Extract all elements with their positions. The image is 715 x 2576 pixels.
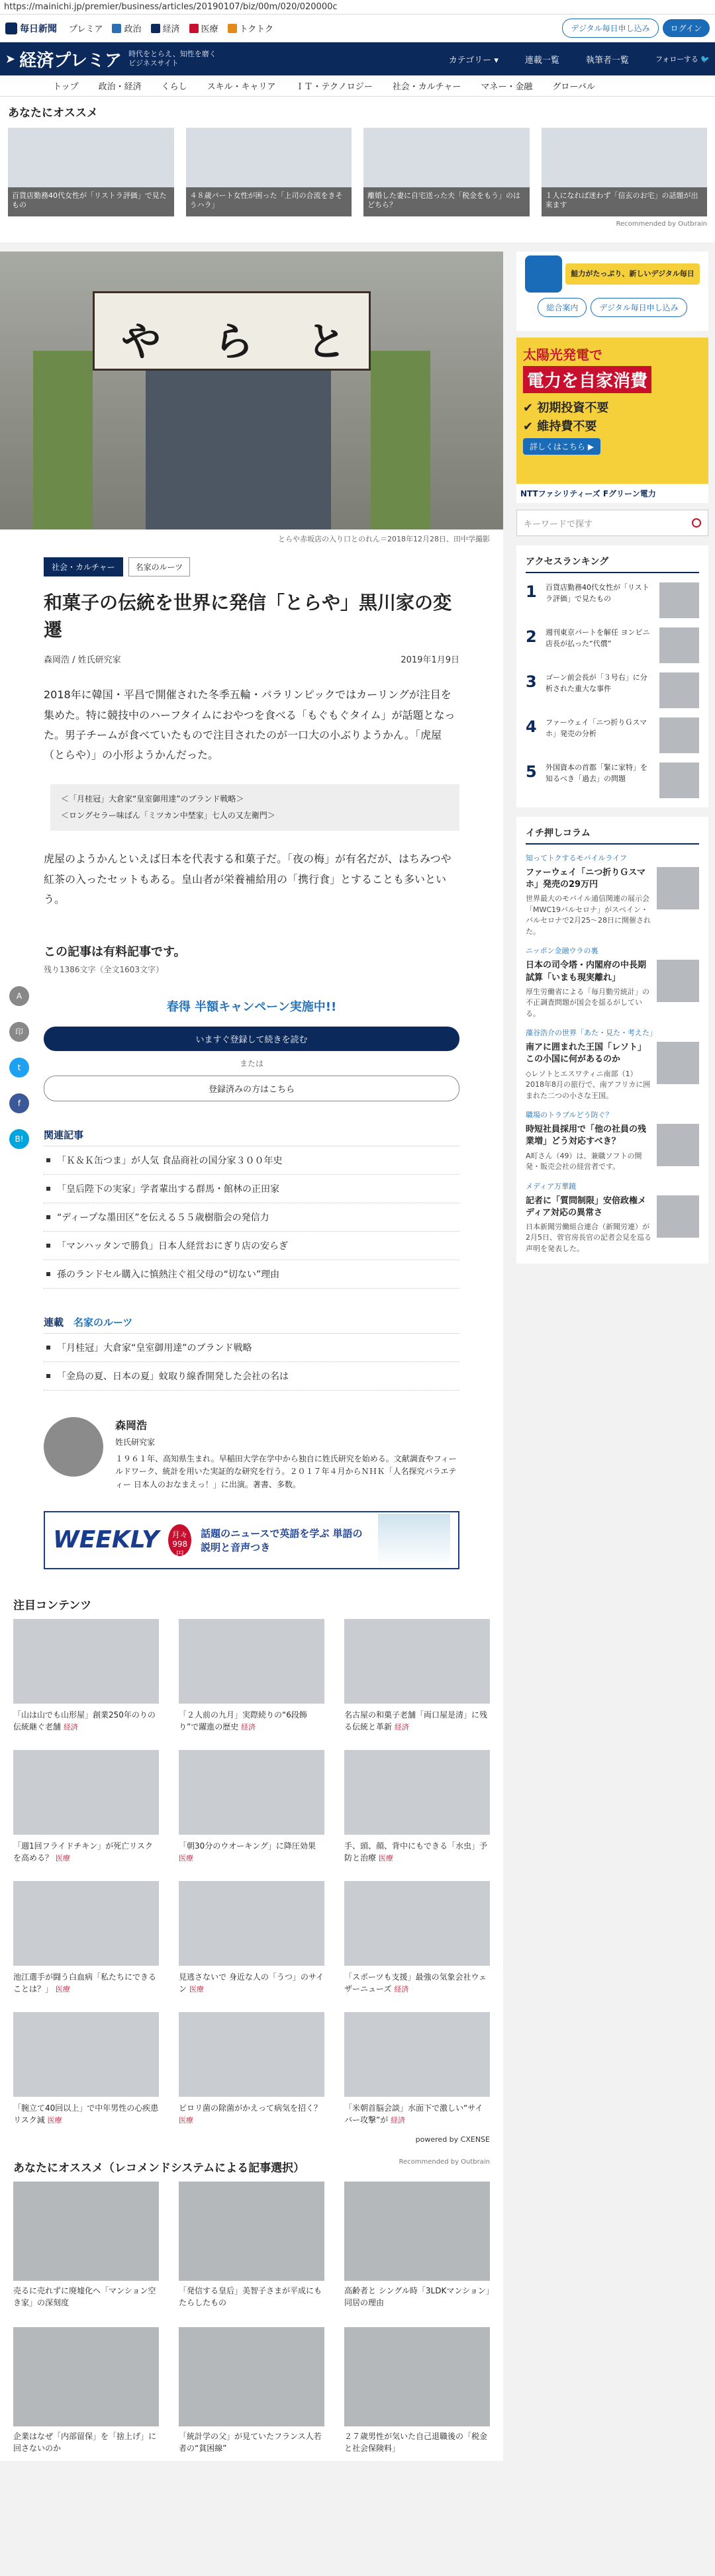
subnav-society-culture[interactable]: 社会・カルチャー — [392, 82, 461, 92]
solar-point: ✔ 初期投資不要 — [523, 401, 609, 415]
pick-headline: 日本の司令塔・内閣府の中長期試算「いまも現実離れ」 — [526, 960, 647, 983]
recommend-text: 「統計学の父」が見ていたフランス人若者の“貧困線” — [179, 2431, 322, 2453]
recommend-thumbnail — [13, 2182, 159, 2281]
related-title: 関連記事 — [44, 1128, 459, 1146]
subnav-politics-economy[interactable]: 政治・経済 — [98, 82, 142, 92]
recommend-card[interactable] — [179, 2182, 324, 2315]
recommend-card[interactable]: ４８歳パート女性が困った「上司の合流をきそうハラ」 — [186, 128, 352, 216]
attention-thumbnail — [344, 1619, 490, 1704]
price-badge: 月々998円 — [168, 1524, 191, 1556]
service-premier[interactable]: プレミア — [69, 24, 103, 34]
recommend-thumbnail — [13, 2327, 159, 2426]
font-size-icon[interactable]: A — [9, 986, 29, 1006]
subnav-life[interactable]: くらし — [161, 82, 187, 92]
mainichi-logo[interactable]: 毎日新聞 — [5, 22, 57, 35]
author-name[interactable]: 森岡浩 — [115, 1419, 148, 1432]
service-tokutoku[interactable]: トクトク — [228, 22, 273, 34]
subnav-top[interactable]: トップ — [53, 82, 79, 92]
noren-curtain: や ら と — [93, 291, 371, 371]
login-button[interactable]: ログイン — [663, 19, 710, 37]
sub-nav — [0, 75, 715, 97]
attention-thumbnail — [344, 2012, 490, 2097]
attention-card[interactable] — [13, 1619, 159, 1738]
subnav-it[interactable]: ＩＴ・テクノロジー — [295, 82, 373, 92]
recommend-thumbnail — [179, 2182, 324, 2281]
attention-badge: 医療 — [55, 1853, 70, 1863]
attention-badge: 医療 — [378, 1853, 393, 1863]
remaining-count: 残り1386文字（全文1603文字） — [44, 965, 164, 975]
search-icon[interactable] — [692, 518, 701, 528]
pick-item[interactable] — [526, 1027, 699, 1101]
main-column — [0, 252, 503, 2461]
attention-card[interactable] — [179, 1881, 324, 2000]
hatena-share-icon[interactable]: B! — [9, 1129, 29, 1149]
brand-logo[interactable]: ➤ 経済プレミア — [5, 50, 122, 71]
service-politics[interactable]: 政治 — [112, 22, 141, 34]
nav-series[interactable]: 連載一覧 — [524, 55, 559, 66]
ranking-thumbnail — [659, 672, 699, 708]
attention-card[interactable] — [179, 2012, 324, 2131]
outbrain-credit[interactable]: Recommended by Outbrain — [399, 2158, 490, 2166]
attention-badge: 医療 — [179, 2115, 193, 2125]
tokutoku-icon — [228, 24, 237, 33]
pick-category[interactable]: 職場のトラブルどう防ぐ？ — [526, 1111, 613, 1120]
recommend-text: 高齢者と シングル時「3LDKマンション」同居の理由 — [344, 2285, 490, 2307]
attention-badge: 医療 — [179, 1853, 193, 1863]
attention-thumbnail — [179, 1750, 324, 1835]
pick-thumbnail — [657, 1195, 699, 1238]
recommend-card[interactable]: 離婚した妻に自宅送った夫「税金をもう」のはどちら？ — [363, 128, 530, 216]
guide-button[interactable]: 総合案内 — [538, 298, 587, 317]
digital-mainichi-ad[interactable] — [516, 252, 708, 331]
article-paragraph: 虎屋のようかんといえば日本を代表する和菓子だ。「夜の梅」が有名だが、はちみつや紅茶の入ったセットもある。皇山者が栄養補給用の「携行食」とすることも多いという。 — [44, 852, 452, 905]
series-badge[interactable]: 名家のルーツ — [128, 557, 191, 576]
attention-card[interactable] — [13, 1881, 159, 2000]
attention-thumbnail — [179, 2012, 324, 2097]
subnav-skill-career[interactable]: スキル・キャリア — [207, 82, 276, 92]
attention-badge: 医療 — [55, 1984, 70, 1994]
attention-card[interactable] — [179, 1619, 324, 1738]
weekly-ad-banner[interactable] — [44, 1511, 459, 1569]
recommend-top-title: あなたにオススメ — [8, 107, 98, 120]
twitter-share-icon[interactable]: t — [9, 1058, 29, 1078]
arrow-icon: ➤ — [5, 52, 16, 66]
article-paragraph: 2018年に韓国・平昌で開催された冬季五輪・パラリンピックではカーリングが注目を集めた。特に競技中のハーフタイムにおやつを食べる「もぐもぐタイム」が話題となった。男子チームが食べていたもので注目されたのが一口大の小ぶりようかん。「虎屋（とらや）」の小形ようかんだった。 — [44, 688, 455, 762]
ad-headline: 鮭力がたっぷり、新しいデジタル毎日 — [565, 263, 699, 284]
ranking-number: 1 — [526, 582, 537, 601]
author-bio: １９６１年、高知県生まれ。早稲田大学在学中から独自に姓氏研究を始める。文献調査やフィールドワーク、統計を用いた実証的な研究を行う。２０１７年４月からＮＨＫ「人名探究バラエティー 日本人のおなまえっ！」に出演。著書、多数。 — [115, 1454, 457, 1489]
banner-copy: 話題のニュースで英語を学ぶ 単語の説明と音声つき — [201, 1527, 363, 1553]
nav-category[interactable]: カテゴリー ▾ — [448, 55, 499, 66]
recommend-thumbnail — [186, 128, 352, 187]
article-title: 和菓子の伝統を世界に発信「とらや」黒川家の変遷 — [44, 592, 452, 641]
pick-headline: 記者に「質問制限」安倍政権メディア対応の異常さ — [526, 1195, 647, 1218]
address-bar[interactable]: https://mainichi.jp/premier/business/articles/20190107/biz/00m/020/020000c — [0, 0, 715, 15]
ranking-title: アクセスランキング — [526, 555, 699, 573]
economy-icon — [151, 24, 160, 33]
attention-card[interactable] — [344, 2012, 490, 2131]
twitter-icon: 🐦 — [700, 55, 710, 64]
pick-desc: 世界最大のモバイル通信関連の展示会「MWC19バルセロナ」がスペイン・バルセロナで2月25〜28日に開催された。 — [526, 894, 651, 936]
pick-category[interactable]: 藻谷浩介の世界「あた・見た・考えた」 — [526, 1029, 657, 1038]
campaign-text: 春得 半額キャンペーン実施中!! — [166, 1000, 337, 1015]
attention-badge: 経済 — [394, 1722, 409, 1731]
pick-columns — [516, 817, 708, 1264]
pick-headline: 南アに囲まれた王国「レソト」この小国に何があるのか — [526, 1042, 647, 1065]
recommend-bottom-title: あなたにオススメ（レコメンドシステムによる記事選択） — [13, 2161, 305, 2175]
series-list — [44, 1334, 459, 1391]
solar-big-copy: 電力を自家消費 — [523, 366, 651, 393]
ranking-text: 外国資本の首都「緊に家特」を知るべき「過去」の問題 — [546, 763, 647, 783]
attention-badge: 経済 — [391, 2115, 406, 2125]
pick-desc: 厚生労働省による「毎月勤労統計」の不正調査問題が国会を揺るがしている。 — [526, 987, 649, 1018]
attention-text: 「週1回フライドチキン」が死亡リスクを高める？ — [13, 1841, 153, 1863]
author-role: 姓氏研究家 — [115, 1438, 156, 1448]
attention-card[interactable] — [344, 1750, 490, 1869]
list-item[interactable]: 「皇后陛下の実家」学者輩出する群馬・館林の正田家 — [44, 1175, 459, 1203]
list-item[interactable]: 孫のランドセル購入に慎熱注ぐ祖父母の“切ない”理由 — [44, 1260, 459, 1289]
attention-badge: 経済 — [241, 1722, 256, 1731]
recommend-bottom — [13, 2158, 490, 2461]
attention-badge: 経済 — [63, 1722, 78, 1731]
ranking-text: ゴーン前会長が「３号右」に分析された重大な事件 — [546, 673, 647, 693]
recommend-text: ２７歳男性が気いた自己退職後の「税金と社会保険料」 — [344, 2431, 488, 2453]
attention-thumbnail — [13, 1750, 159, 1835]
cxense-credit[interactable]: powered by CXENSE — [415, 2135, 490, 2144]
pick-item[interactable] — [526, 1181, 699, 1255]
recommend-top — [0, 97, 715, 242]
recommend-card[interactable] — [13, 2327, 159, 2461]
attention-thumbnail — [179, 1881, 324, 1966]
attention-text: 「２人前の九月」実際続りの“6段飾り”で躍進の歴史 — [179, 1710, 307, 1731]
pick-title: イチ押しコラム — [526, 826, 699, 845]
attention-thumbnail — [13, 2012, 159, 2097]
pick-thumbnail — [657, 960, 699, 1002]
attention-card[interactable] — [179, 1750, 324, 1869]
bamboo-decoration — [33, 351, 93, 529]
ranking-number: 3 — [526, 672, 537, 691]
inline-related-link[interactable]: ＜ロングセラー味ぱん「ミツカン中埜家」七人の又左衛門＞ — [61, 810, 275, 820]
ranking-text: 週刊東京パートを解任 ヨンビニ店長が払った“代償” — [546, 628, 650, 648]
subscribe-button[interactable]: デジタル毎日申し込み — [591, 298, 687, 317]
pick-thumbnail — [657, 867, 699, 909]
avatar[interactable] — [44, 1417, 103, 1477]
ranking-item[interactable] — [526, 672, 699, 708]
pick-headline: ファーウェイ「ニつ折りＧスマホ」発売の29万円 — [526, 868, 645, 890]
attention-text: 「スポーツも支援」最強の気象会社ウェザーニューズ — [344, 1972, 487, 1994]
ranking-number: 4 — [526, 717, 537, 736]
inline-related-link[interactable]: ＜「月桂冠」大倉家“皇室御用達”のブランド戦略＞ — [61, 794, 244, 804]
access-ranking — [516, 545, 708, 807]
ranking-thumbnail — [659, 627, 699, 663]
ntt-logo: NTTファシリティーズ Fグリーン電力 — [516, 484, 708, 503]
hero-image — [0, 252, 503, 529]
attention-thumbnail — [344, 1750, 490, 1835]
attention-text: 「朝30分のウオーキング」に降圧効果 — [179, 1841, 316, 1851]
pick-category[interactable]: 知ってトクするモバイルライフ — [526, 854, 627, 862]
list-item[interactable]: 「月桂冠」大倉家“皇室御用達”のブランド戦略 — [44, 1334, 459, 1362]
pick-category[interactable]: ニッポン金融ウラの裏 — [526, 946, 598, 956]
attention-badge: 医療 — [189, 1984, 204, 1994]
paywall-title: この記事は有料記事です。 — [44, 945, 186, 960]
solar-headline: 太陽光発電で — [523, 347, 602, 363]
attention-thumbnail — [13, 1619, 159, 1704]
sidebar — [516, 252, 708, 2461]
or-divider: または — [239, 1059, 263, 1069]
recommend-text: 企業はなぜ「内部留保」を「捨上げ」に回さないのか — [13, 2431, 157, 2453]
recommend-card[interactable] — [344, 2327, 490, 2461]
pick-thumbnail — [657, 1124, 699, 1166]
subnav-money[interactable]: マネー・金融 — [481, 82, 533, 92]
series-title: 連載 名家のルーツ — [44, 1315, 459, 1334]
attention-text: 「山は山でも山形屋」創業250年のりの伝統継ぐ老舗 — [13, 1710, 156, 1731]
attention-text: 名古屋の和菓子老舗「両口屋是清」に残る伝統と革新 — [344, 1710, 488, 1731]
attention-title: 注目コンテンツ — [13, 1598, 92, 1612]
recommend-thumbnail — [363, 128, 530, 187]
recommend-thumbnail — [542, 128, 708, 187]
tagline: 時代をとらえ、知性を磨くビジネスサイト — [128, 49, 216, 68]
recommend-thumbnail — [344, 2182, 490, 2281]
article-author[interactable]: 森岡浩 / 姓氏研究家 — [44, 655, 121, 666]
facebook-share-icon[interactable]: f — [9, 1093, 29, 1113]
recommend-thumbnail — [344, 2327, 490, 2426]
register-button[interactable]: いますぐ登録して続きを読む — [44, 1027, 459, 1051]
attention-card[interactable] — [13, 2012, 159, 2131]
pick-category[interactable]: メディア万華鏡 — [526, 1181, 577, 1191]
attention-thumbnail — [344, 1881, 490, 1966]
paywall — [44, 943, 459, 1101]
article — [0, 557, 503, 1569]
category-badge[interactable]: 社会・カルチャー — [44, 557, 123, 576]
service-medical[interactable]: 医療 — [189, 22, 218, 34]
recommend-card[interactable]: 百貨店勤務40代女性が「リストラ評価」で見たもの — [8, 128, 174, 216]
ranking-text: 百貨店勤務40代女性が「リストラ評価」で見たもの — [546, 583, 649, 603]
list-item[interactable]: “ディープな墨田区”を伝える５５歳樹脂会の発信力 — [44, 1203, 459, 1232]
header-nav — [449, 53, 710, 66]
site-header — [0, 42, 715, 75]
ranking-thumbnail — [659, 762, 699, 798]
inline-related — [50, 784, 459, 831]
mascot-icon — [525, 255, 562, 293]
search-input[interactable]: キーワードで探す — [516, 510, 708, 536]
bamboo-decoration — [371, 351, 430, 529]
pick-headline: 時短社員採用で「他の社員の残業増」どう対応すべき？ — [526, 1125, 647, 1147]
top-bar — [0, 15, 715, 42]
subnav-global[interactable]: グローバル — [552, 82, 595, 92]
ranking-item[interactable] — [526, 717, 699, 753]
attention-thumbnail — [13, 1881, 159, 1966]
attention-card[interactable] — [344, 1881, 490, 2000]
solar-ad[interactable] — [516, 338, 708, 503]
pick-desc: ◇レソトとエスワティニ南部（1）2018年8月の旅行で、南アフリカに囲まれた二つの小さな王国。 — [526, 1069, 651, 1100]
attention-card[interactable] — [13, 1750, 159, 1869]
ranking-item[interactable] — [526, 582, 699, 618]
weekly-logo: WEEKLY — [53, 1526, 160, 1554]
attention-text: 手、頭、顔、背中にもできる「水虫」予防と治療 — [344, 1841, 488, 1863]
pick-desc: A町さん（49）は、兼職ソフトの開発・販売会社の経営者です。 — [526, 1151, 642, 1171]
attention-text: 「腕立て40回以上」で中年男性の心疾患リスク減 — [13, 2103, 159, 2125]
author-box — [44, 1417, 459, 1491]
recommend-text: 「発信する皇后」美智子さまが平成にもたらしたもの — [179, 2285, 322, 2307]
attention-text: 「米朝首脳会談」水面下で激しい“サイバー攻撃”が — [344, 2103, 483, 2125]
article-date: 2019年1月9日 — [401, 655, 459, 666]
attention-contents — [0, 1596, 503, 2461]
attention-thumbnail — [179, 1619, 324, 1704]
pick-item[interactable] — [526, 1109, 699, 1172]
recommend-card[interactable] — [179, 2327, 324, 2461]
recommend-text: 売るに売れずに廃墟化へ「マンション空き家」の深刻度 — [13, 2285, 156, 2307]
attention-text: 池江選手が闘う白血病「私たちにできることは？」 — [13, 1972, 157, 1994]
outbrain-credit[interactable]: Recommended by Outbrain — [616, 220, 707, 228]
pick-thumbnail — [657, 1042, 699, 1084]
list-item[interactable]: 「Ｋ＆Ｋ缶つま」が人気 食品商社の国分家３００年史 — [44, 1146, 459, 1175]
solar-more-button[interactable]: 詳しくはこちら ▶ — [523, 438, 600, 455]
politics-icon — [112, 24, 121, 33]
recommend-thumbnail — [179, 2327, 324, 2426]
panda-image — [378, 1514, 450, 1567]
medical-icon — [189, 24, 199, 33]
pick-desc: 日本新聞労働組合連合（新聞労連）が2月5日、菅官房長官の記者会見を巡る声明を発表した。 — [526, 1222, 651, 1253]
recommend-thumbnail — [8, 128, 174, 187]
logo-icon — [5, 23, 17, 34]
list-item[interactable]: 「マンハッタンで勝負」日本人経営おにぎり店の安らぎ — [44, 1232, 459, 1260]
store-entrance — [146, 371, 331, 529]
member-login-button[interactable]: 登録済みの方はこちら — [44, 1076, 459, 1101]
signup-button[interactable]: デジタル毎日申し込み — [562, 19, 658, 38]
ranking-thumbnail — [659, 717, 699, 753]
recommend-card[interactable] — [344, 2182, 490, 2315]
recommend-card[interactable] — [13, 2182, 159, 2315]
ranking-item[interactable] — [526, 627, 699, 663]
related-list — [44, 1146, 459, 1289]
ranking-number: 2 — [526, 627, 537, 646]
recommend-card[interactable]: １人になれば迷わず「信玄のお宅」の話題が出来ます — [542, 128, 708, 216]
pick-item[interactable] — [526, 945, 699, 1019]
ranking-text: ファーウェイ「ニつ折りＧスマホ」発売の分析 — [546, 718, 647, 738]
attention-badge: 医療 — [47, 2115, 62, 2125]
solar-point: ✔ 維持費不要 — [523, 420, 597, 434]
nav-writers[interactable]: 執筆者一覧 — [585, 55, 629, 66]
nav-follow[interactable]: フォローする 🐦 — [655, 55, 710, 64]
ranking-number: 5 — [526, 762, 537, 781]
photo-caption: とらや赤坂店の入り口とのれん＝2018年12月28日、田中学撮影 — [278, 535, 490, 543]
service-economy[interactable]: 経済 — [151, 22, 180, 34]
print-icon[interactable]: 印 — [9, 1022, 29, 1042]
attention-text: ピロリ菌の除菌がかえって病気を招く？ — [179, 2103, 322, 2113]
attention-badge: 経済 — [394, 1984, 409, 1994]
ranking-item[interactable] — [526, 762, 699, 798]
list-item[interactable]: 「金鳥の夏、日本の夏」蚊取り線香開発した会社の名は — [44, 1362, 459, 1391]
attention-text: 見逃さないで 身近な人の「うつ」のサイン — [179, 1972, 324, 1994]
attention-card[interactable] — [344, 1619, 490, 1738]
pick-item[interactable] — [526, 852, 699, 937]
series-link[interactable]: 名家のルーツ — [73, 1316, 133, 1329]
ranking-thumbnail — [659, 582, 699, 618]
